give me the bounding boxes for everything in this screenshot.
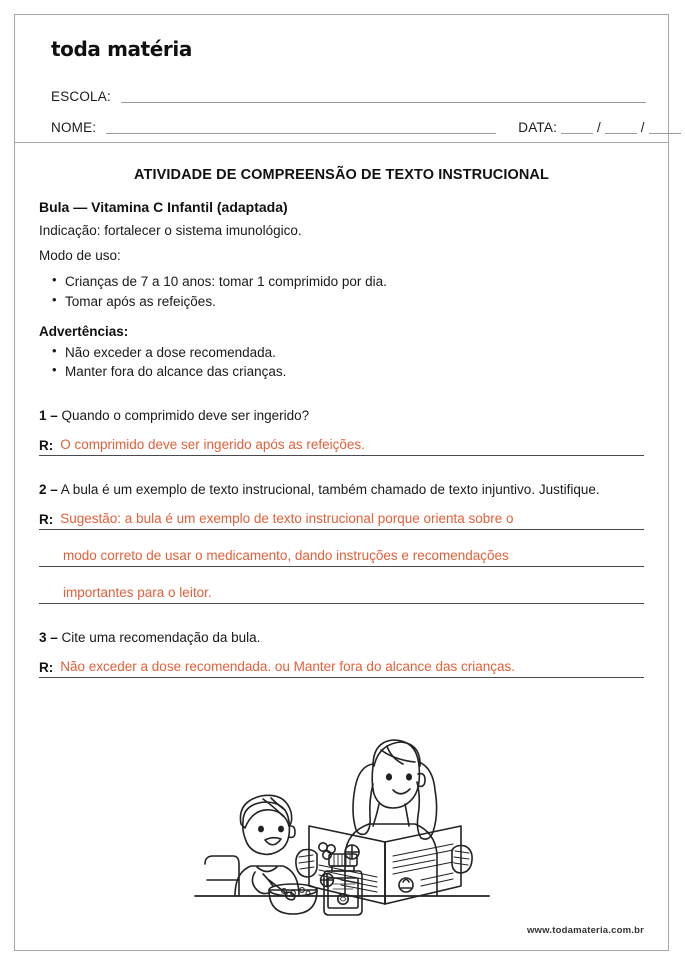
list-item: • Crianças de 7 a 10 anos: tomar 1 comprimido por dia. [65,272,644,292]
school-field-row [51,75,646,106]
answer-label: R: [39,660,54,676]
reading-leaflet-illustration [177,704,507,929]
leaflet-title: Bula — Vitamina C Infantil (adaptada) [39,199,288,215]
brand-logo: toda matéria [51,37,192,61]
name-label: NOME: [51,120,97,135]
usage-label: Modo de uso: [39,248,121,264]
question-3-answer-line-1[interactable] [39,654,644,678]
page-title: ATIVIDADE DE COMPREENSÃO DE TEXTO INSTRUCIONAL [134,167,549,183]
question-1-prompt: Quando o comprimido deve ser ingerido? [61,407,310,423]
page-header [15,15,668,143]
illustration [39,704,644,929]
question-2-answer-line-3[interactable] [39,580,644,604]
question-2-answer-text-2: modo correto de usar o medicamento, dando instruções e recomendações [63,547,509,563]
date-month-line[interactable] [605,132,637,134]
school-input-line[interactable] [121,101,646,103]
question-3 [39,628,644,678]
date-label: DATA: [518,120,558,135]
question-1-number: 1 – [39,407,58,423]
question-3-answer-text: Não exceder a dose recomendada. ou Manter fora do alcance das crianças. [60,658,516,674]
answer-label: R: [39,512,54,527]
question-2-number: 2 – [39,481,58,497]
list-item: • Não exceder a dose recomendada. [65,343,644,363]
usage-list [39,272,644,311]
date-separator-2: / [640,120,645,135]
question-1-answer-text: O comprimido deve ser ingerido após as refeições. [60,436,365,452]
question-2-answer-text-3: importantes para o leitor. [63,584,212,600]
question-3-text [39,628,644,647]
question-3-number: 3 – [39,630,58,645]
question-2-answer-line-1[interactable] [39,506,644,530]
date-day-line[interactable] [561,132,593,134]
question-2 [39,480,644,604]
date-year-line[interactable] [649,132,681,134]
date-separator-1: / [597,120,601,135]
footer-url: www.todamateria.com.br [526,925,644,936]
date-field-group [518,120,684,137]
answer-label: R: [39,437,54,453]
question-1-text [39,406,644,425]
warnings-list [39,343,644,382]
question-2-text [39,480,644,499]
leaflet-indication: Indicação: fortalecer o sistema imunológico. [39,223,302,238]
worksheet-content [15,143,668,929]
name-input-line[interactable] [106,132,496,134]
list-item: • Manter fora do alcance das crianças. [65,362,644,382]
name-date-field-row [51,106,646,137]
question-3-prompt: Cite uma recomendação da bula. [61,630,261,645]
list-item: • Tomar após as refeições. [65,292,644,312]
question-2-answer-text-1: Sugestão: a bula é um exemplo de texto instrucional porque orienta sobre o [60,510,514,526]
school-label: ESCOLA: [51,89,111,104]
question-1-answer-line-1[interactable] [39,432,644,456]
worksheet-page [14,14,669,951]
question-1 [39,406,644,456]
warnings-label: Advertências: [39,323,129,339]
question-2-answer-line-2[interactable] [39,543,644,567]
question-2-prompt: A bula é um exemplo de texto instrucional, também chamado de texto injuntivo. Justifique. [60,481,600,497]
